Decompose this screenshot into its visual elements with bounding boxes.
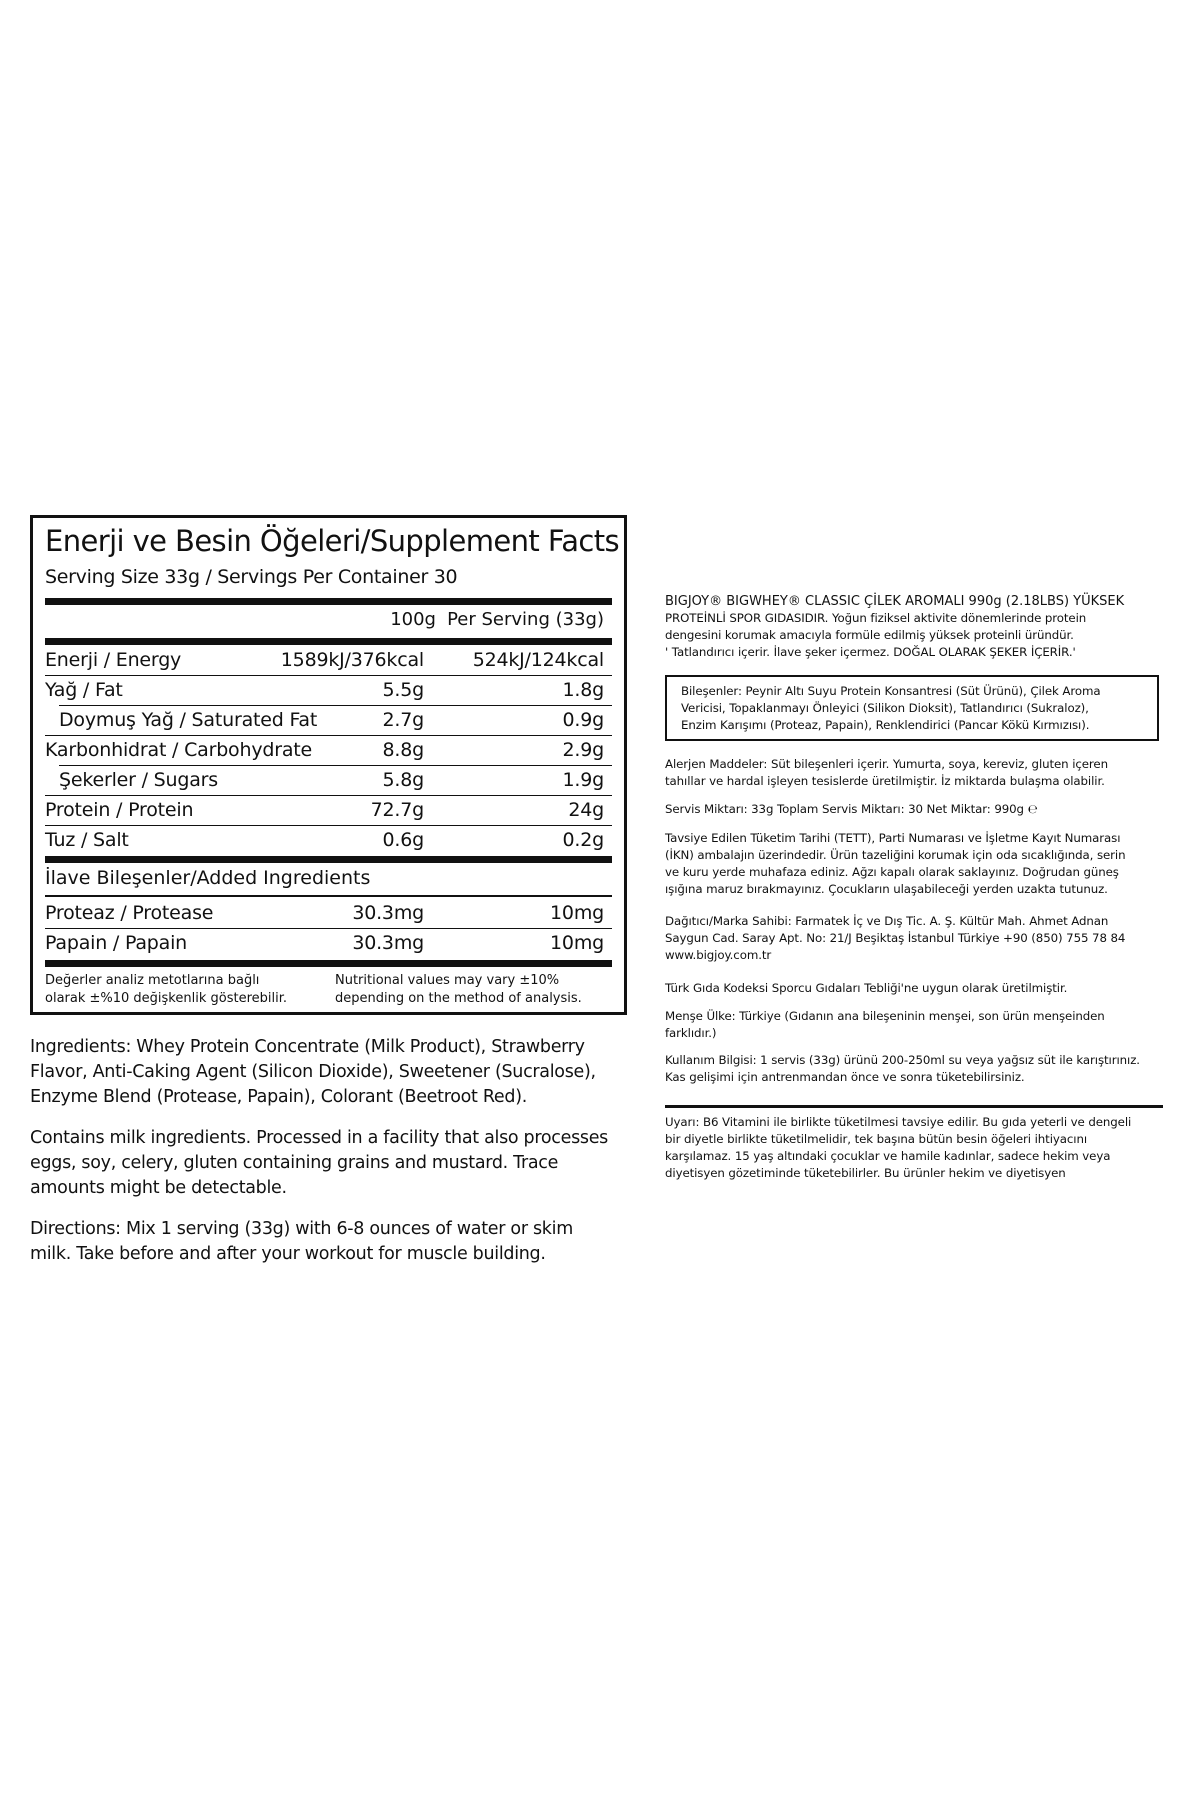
serving-size: Serving Size 33g / Servings Per Container 30 <box>45 566 458 588</box>
text-line: tahıllar ve hardal işleyen tesislerde üretilmiştir. İz miktarda bulaşma olabilir. <box>665 774 1105 788</box>
added-ingredients-heading: İlave Bileşenler/Added Ingredients <box>45 867 371 889</box>
text-line: Enzim Karışımı (Proteaz, Papain), Renklendirici (Pancar Kökü Kırmızısı). <box>681 718 1090 732</box>
text-line: Kullanım Bilgisi: 1 servis (33g) ürünü 200-250ml su veya yağsız süt ile karıştırınız. <box>665 1053 1140 1067</box>
value-100g: 30.3mg <box>352 902 424 924</box>
value-per-serving: 1.9g <box>562 769 604 791</box>
text-line: bir diyetle birlikte tüketilmelidir, tek başına bütün besin öğeleri ihtiyacını <box>665 1132 1088 1146</box>
text-line: BIGJOY® BIGWHEY® CLASSIC ÇİLEK AROMALI 990g (2.18LBS) YÜKSEK <box>665 594 1125 609</box>
text-line: eggs, soy, celery, gluten containing grains and mustard. Trace <box>30 1153 559 1173</box>
value-per-serving: 24g <box>568 799 604 821</box>
value-per-serving: 0.9g <box>562 709 604 731</box>
value-per-serving: 10mg <box>550 902 604 924</box>
value-per-serving: 524kJ/124kcal <box>472 649 604 671</box>
value-100g: 5.5g <box>382 679 424 701</box>
value-100g: 1589kJ/376kcal <box>280 649 424 671</box>
supplement-facts-panel <box>30 515 627 1015</box>
text-line: ışığına maruz bırakmayınız. Çocukların ulaşabileceği yerden uzakta tutunuz. <box>665 882 1108 896</box>
distributor-turkish <box>665 913 1165 964</box>
text-line: Türk Gıda Kodeksi Sporcu Gıdaları Tebliği'ne uygun olarak üretilmiştir. <box>665 981 1068 995</box>
added-row-papain <box>45 929 612 959</box>
column-header-per-serving: Per Serving (33g) <box>447 609 604 630</box>
footnote-line: Değerler analiz metotlarına bağlı <box>45 973 260 988</box>
text-line: amounts might be detectable. <box>30 1178 287 1198</box>
product-description-turkish <box>665 593 1165 661</box>
allergens-turkish <box>665 756 1165 790</box>
text-line: farklıdır.) <box>665 1026 717 1040</box>
nutrient-label: Yağ / Fat <box>45 679 123 701</box>
ingredients-english <box>30 1035 630 1110</box>
nutrient-row-salt <box>45 826 612 856</box>
nutrient-label: Protein / Protein <box>45 799 194 821</box>
footnote-turkish <box>45 972 287 1008</box>
facts-title: Enerji ve Besin Öğeleri/Supplement Facts <box>45 524 620 558</box>
text-line: PROTEİNLİ SPOR GIDASIDIR. Yoğun fiziksel aktivite dönemlerinde protein <box>665 611 1087 625</box>
codex-turkish <box>665 980 1165 997</box>
column-header-100g: 100g <box>390 609 436 630</box>
text-line: karşılamaz. 15 yaş altındaki çocuklar ve hamile kadınlar, sadece hekim veya <box>665 1149 1111 1163</box>
directions-english <box>30 1217 630 1267</box>
nutrient-label: Enerji / Energy <box>45 649 182 671</box>
section-divider <box>665 1105 1163 1108</box>
nutrient-row-protein <box>45 796 612 826</box>
footnote-english <box>335 972 582 1008</box>
text-line: Kas gelişimi için antrenmandan önce ve sonra tüketebilirsiniz. <box>665 1070 1025 1084</box>
value-per-serving: 1.8g <box>562 679 604 701</box>
components-box <box>665 675 1159 741</box>
allergens-english <box>30 1126 630 1201</box>
value-per-serving: 2.9g <box>562 739 604 761</box>
text-line: ve kuru yerde muhafaza ediniz. Ağzı kapalı olarak saklayınız. Doğrudan güneş <box>665 865 1119 879</box>
thick-divider <box>45 856 612 863</box>
ingredient-label: Papain / Papain <box>45 932 188 954</box>
footnote-line: Nutritional values may vary ±10% <box>335 973 560 988</box>
website-text: www.bigjoy.com.tr <box>665 948 772 962</box>
text-line: Uyarı: B6 Vitamini ile birlikte tüketilmesi tavsiye edilir. Bu gıda yeterli ve dengeli <box>665 1115 1132 1129</box>
text-line: Vericisi, Topaklanmayı Önleyici (Silikon Dioksit), Tatlandırıcı (Sukraloz), <box>681 701 1089 715</box>
text-line: ' Tatlandırıcı içerir. İlave şeker içermez. DOĞAL OLARAK ŞEKER İÇERİR.' <box>665 645 1076 659</box>
text-line: dengesini korumak amacıyla formüle edilmiş yüksek proteinli üründür. <box>665 628 1074 642</box>
row-divider <box>45 895 612 897</box>
nutrient-row-sugars <box>45 766 612 796</box>
text-line: Menşe Ülke: Türkiye (Gıdanın ana bileşeninin menşei, son ürün menşeinden <box>665 1009 1105 1023</box>
value-100g: 2.7g <box>382 709 424 731</box>
text-line: Contains milk ingredients. Processed in a facility that also processes <box>30 1128 608 1148</box>
text-line: Enzyme Blend (Protease, Papain), Colorant (Beetroot Red). <box>30 1087 527 1107</box>
nutrient-label: Şekerler / Sugars <box>59 769 218 791</box>
thick-divider <box>45 960 612 967</box>
serving-info-turkish <box>665 801 1165 818</box>
text-line: Saygun Cad. Saray Apt. No: 21/J Beşiktaş İstanbul Türkiye +90 (850) 755 78 84 <box>665 931 1126 945</box>
value-100g: 8.8g <box>382 739 424 761</box>
nutrient-row-carbohydrate <box>45 736 612 766</box>
value-100g: 72.7g <box>370 799 424 821</box>
thick-divider <box>45 598 612 605</box>
nutrient-label: Doymuş Yağ / Saturated Fat <box>59 709 318 731</box>
text-line: Directions: Mix 1 serving (33g) with 6-8 ounces of water or skim <box>30 1219 573 1239</box>
storage-turkish <box>665 830 1165 898</box>
text-line: Tavsiye Edilen Tüketim Tarihi (TETT), Parti Numarası ve İşletme Kayıt Numarası <box>665 831 1121 845</box>
text-line: (İKN) ambalajın üzerindedir. Ürün tazeliğini korumak için oda sıcaklığında, serin <box>665 848 1126 862</box>
nutrient-row-saturated-fat <box>45 706 612 736</box>
value-per-serving: 10mg <box>550 932 604 954</box>
value-per-serving: 0.2g <box>562 829 604 851</box>
origin-turkish <box>665 1008 1165 1042</box>
text-line: Dağıtıcı/Marka Sahibi: Farmatek İç ve Dış Tic. A. Ş. Kültür Mah. Ahmet Adnan <box>665 914 1109 928</box>
value-100g: 30.3mg <box>352 932 424 954</box>
nutrient-label: Karbonhidrat / Carbohydrate <box>45 739 313 761</box>
value-100g: 0.6g <box>382 829 424 851</box>
warning-turkish <box>665 1114 1165 1182</box>
text-line: Flavor, Anti-Caking Agent (Silicon Dioxide), Sweetener (Sucralose), <box>30 1062 596 1082</box>
thick-divider <box>45 638 612 645</box>
text-line: Ingredients: Whey Protein Concentrate (Milk Product), Strawberry <box>30 1037 585 1057</box>
usage-turkish <box>665 1052 1165 1086</box>
text-line: milk. Take before and after your workout for muscle building. <box>30 1244 546 1264</box>
text-line: Alerjen Maddeler: Süt bileşenleri içerir. Yumurta, soya, kereviz, gluten içeren <box>665 757 1108 771</box>
added-row-protease <box>45 899 612 929</box>
value-100g: 5.8g <box>382 769 424 791</box>
text-line: Bileşenler: Peynir Altı Suyu Protein Konsantresi (Süt Ürünü), Çilek Aroma <box>681 684 1101 698</box>
text-line: Servis Miktarı: 33g Toplam Servis Miktarı: 30 Net Miktar: 990g ℮ <box>665 802 1038 816</box>
footnote-line: olarak ±%10 değişkenlik gösterebilir. <box>45 991 287 1006</box>
nutrient-label: Tuz / Salt <box>45 829 129 851</box>
nutrient-row-fat <box>45 676 612 706</box>
text-line: diyetisyen gözetiminde tüketebilirler. Bu ürünler hekim ve diyetisyen <box>665 1166 1066 1180</box>
footnote-line: depending on the method of analysis. <box>335 991 582 1006</box>
nutrient-row-energy <box>45 646 612 676</box>
ingredient-label: Proteaz / Protease <box>45 902 214 924</box>
